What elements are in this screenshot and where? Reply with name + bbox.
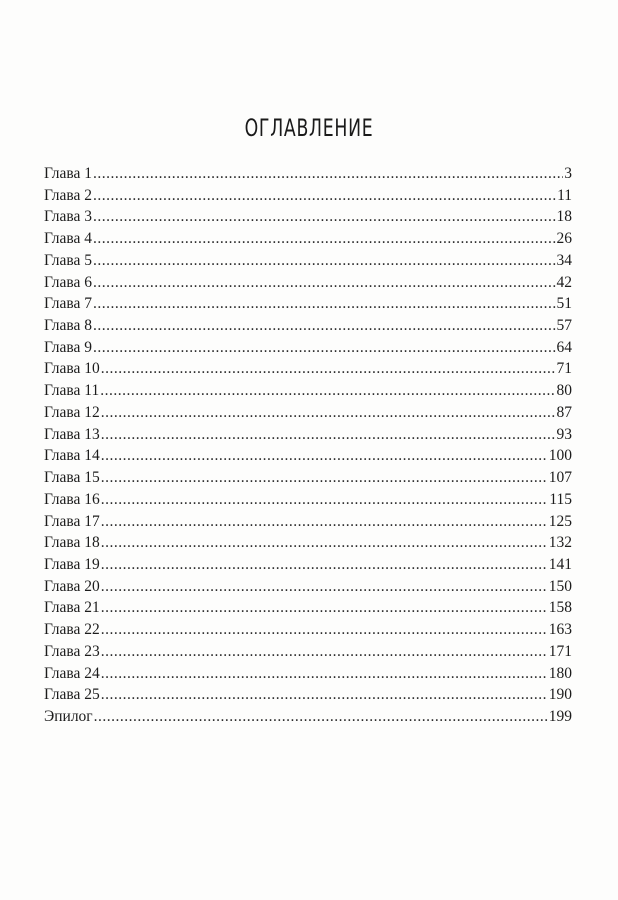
toc-entry-page-number: 42 [556, 273, 572, 291]
toc-entry-page-number: 107 [548, 469, 572, 487]
toc-entry-page-number: 34 [556, 251, 572, 269]
toc-entry [44, 641, 572, 663]
toc-entry-label: Глава 13 [44, 425, 100, 443]
toc-entry-label: Глава 10 [44, 360, 100, 378]
dot-leader [101, 424, 556, 446]
toc-entry [44, 554, 572, 576]
toc-entry-label: Глава 18 [44, 534, 100, 552]
dot-leader [101, 684, 548, 706]
toc-entry-page-number: 150 [548, 577, 572, 595]
toc-entry-page-number: 180 [548, 664, 572, 682]
dot-leader [93, 250, 555, 272]
toc-entry-page-number: 87 [556, 403, 572, 421]
toc-list [44, 163, 572, 728]
toc-entry [44, 185, 572, 207]
toc-entry-label: Глава 6 [44, 273, 93, 291]
toc-entry [44, 576, 572, 598]
toc-entry-page-number: 3 [564, 165, 572, 182]
toc-entry-label: Глава 5 [44, 251, 93, 269]
toc-entry-page-number: 190 [548, 686, 572, 704]
toc-entry-page-number: 64 [556, 338, 572, 356]
toc-entry [44, 272, 572, 294]
toc-entry-page-number: 199 [548, 707, 572, 725]
toc-entry-label: Глава 20 [44, 577, 100, 595]
dot-leader [101, 554, 548, 576]
toc-entry [44, 445, 572, 467]
toc-entry-page-number: 125 [548, 512, 572, 530]
toc-entry-label: Глава 25 [44, 686, 100, 704]
toc-entry [44, 489, 572, 511]
toc-entry-label: Эпилог [44, 707, 93, 725]
toc-entry-label: Глава 3 [44, 208, 93, 226]
dot-leader [101, 467, 548, 489]
toc-entry [44, 597, 572, 619]
toc-entry [44, 206, 572, 228]
dot-leader [101, 641, 548, 663]
toc-entry-label: Глава 7 [44, 295, 93, 313]
toc-entry-label: Глава 1 [44, 165, 93, 182]
toc-entry [44, 424, 572, 446]
toc-entry-page-number: 71 [556, 360, 572, 378]
toc-entry-page-number: 132 [548, 534, 572, 552]
dot-leader [101, 402, 556, 424]
toc-entry-page-number: 51 [556, 295, 572, 313]
toc-entry-label: Глава 11 [44, 382, 100, 400]
toc-entry-page-number: 11 [557, 186, 572, 204]
toc-entry-page-number: 100 [548, 447, 572, 465]
toc-entry [44, 706, 572, 728]
toc-entry [44, 532, 572, 554]
toc-entry-page-number: 115 [549, 490, 572, 508]
toc-entry [44, 380, 572, 402]
toc-entry-label: Глава 12 [44, 403, 100, 421]
toc-entry-page-number: 163 [548, 621, 572, 639]
dot-leader [93, 185, 556, 207]
dot-leader [93, 206, 555, 228]
dot-leader [94, 706, 548, 728]
toc-entry-label: Глава 2 [44, 186, 93, 204]
dot-leader [101, 532, 548, 554]
toc-entry [44, 337, 572, 359]
toc-entry-label: Глава 15 [44, 469, 100, 487]
toc-entry-page-number: 158 [548, 599, 572, 617]
toc-entry-label: Глава 17 [44, 512, 100, 530]
toc-entry-page-number: 93 [556, 425, 572, 443]
dot-leader [93, 272, 555, 294]
dot-leader [101, 597, 548, 619]
dot-leader [101, 358, 556, 380]
toc-entry-label: Глава 19 [44, 555, 100, 573]
toc-entry [44, 402, 572, 424]
toc-entry-page-number: 171 [548, 642, 572, 660]
toc-entry [44, 663, 572, 685]
toc-entry-label: Глава 22 [44, 621, 100, 639]
dot-leader [101, 511, 548, 533]
dot-leader [93, 293, 555, 315]
dot-leader [101, 576, 548, 598]
toc-entry-label: Глава 9 [44, 338, 93, 356]
toc-entry-label: Глава 23 [44, 642, 100, 660]
toc-title: ОГЛАВЛЕНИЕ [244, 114, 374, 142]
toc-entry [44, 511, 572, 533]
dot-leader [101, 489, 549, 511]
toc-entry-label: Глава 16 [44, 490, 100, 508]
toc-entry-label: Глава 4 [44, 230, 93, 248]
toc-entry [44, 315, 572, 337]
toc-entry [44, 228, 572, 250]
dot-leader [101, 619, 548, 641]
dot-leader [101, 663, 548, 685]
dot-leader [101, 445, 548, 467]
toc-entry-label: Глава 21 [44, 599, 100, 617]
toc-entry-page-number: 26 [556, 230, 572, 248]
toc-entry-label: Глава 24 [44, 664, 100, 682]
toc-entry [44, 358, 572, 380]
toc-entry-label: Глава 14 [44, 447, 100, 465]
toc-entry [44, 467, 572, 489]
toc-entry [44, 250, 572, 272]
toc-entry-page-number: 18 [556, 208, 572, 226]
toc-entry-page-number: 141 [548, 555, 572, 573]
toc-entry [44, 619, 572, 641]
toc-entry-label: Глава 8 [44, 317, 93, 335]
toc-entry-page-number: 80 [556, 382, 572, 400]
toc-entry [44, 293, 572, 315]
toc-entry [44, 163, 572, 185]
toc-entry [44, 684, 572, 706]
dot-leader [100, 380, 555, 402]
dot-leader [93, 163, 563, 185]
dot-leader [93, 337, 555, 359]
dot-leader [93, 315, 555, 337]
toc-entry-page-number: 57 [556, 317, 572, 335]
dot-leader [93, 228, 555, 250]
